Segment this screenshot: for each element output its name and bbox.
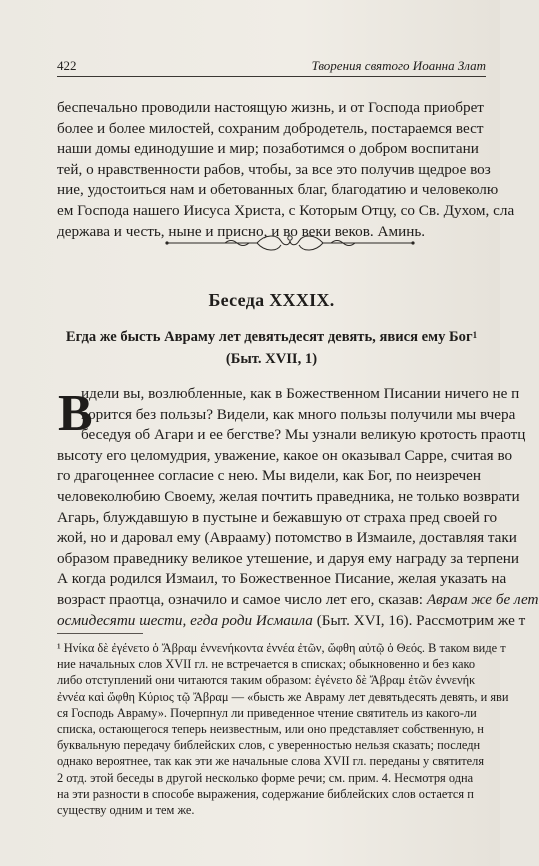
- text-line: Агарь, блуждавшую в пустыне и бежавшую от страха пред своей го: [57, 508, 498, 526]
- footnote-line: на эти разности в способе выражения, содержание библейских слов остается п: [57, 786, 474, 801]
- italic-quote: осмидесяти шести, егда роди Исмаила: [57, 611, 313, 629]
- text-line: человеколюбию Своему, желая почтить праведника, не только возврати: [57, 487, 520, 505]
- footnote-line: ¹ Ηνίκα δὲ ἐγένετο ὁ Ἄβραμ ἐννενήκοντα ἐννέα ἐτῶν, ὤφθη αὐτῷ ὁ Θεός. В таком виде т: [57, 641, 506, 655]
- footnote-rule: [57, 633, 143, 634]
- footnote-line: существу одним и тем же.: [57, 803, 195, 818]
- footnote-line: либо отступлений они читаются таким образом: ἐγένετο δὲ Ἄβραμ ἐτῶν ἐννενήκ: [57, 673, 476, 688]
- text-line: беседуя об Агари и ее бегстве? Мы узнали великую кротость праотц: [81, 426, 526, 444]
- page-header: [57, 54, 486, 77]
- closing-paragraph: [57, 98, 515, 242]
- text-line: более и более милостей, сохраним добродетель, постараемся вест: [57, 119, 484, 137]
- text-run: возраст праотца, означило и самое число лет его, сказав:: [57, 590, 427, 608]
- footnote-line: буквальную передачу библейских слов, с уверенностью нельзя сказать; последн: [57, 738, 481, 753]
- text-line: [57, 611, 526, 632]
- text-line: го драгоценнее согласие с нею. Мы видели, как Бог, по неизречен: [57, 467, 482, 485]
- dropcap-letter: В: [58, 385, 93, 442]
- epigraph-reference: (Быт. XVII, 1): [225, 351, 318, 367]
- text-run: (Быт. XVI, 16). Рассмотрим же т: [312, 611, 526, 629]
- footnote-line: 2 отд. этой беседы в другой несколько форме речи; см. прим. 4. Несмотря одна: [57, 770, 474, 785]
- footnote-marker: 1: [472, 330, 478, 340]
- text-line: беспечально проводили настоящую жизнь, и от Господа приобрет: [57, 99, 484, 116]
- footnote-line: ἐννέα καὶ ὤφθη Κύριος τῷ Ἄβραμ — «бысть же Авраму лет девятьдесять девять, и яви: [57, 689, 509, 704]
- text-line: ворится без пользы? Видели, как много пользы получили мы вчера: [81, 405, 516, 423]
- text-line: наши домы единодушие и мир; позаботимся о добром воспитани: [57, 140, 479, 158]
- text-line: ние, удостоиться нам и обетованных благ, благодатию и человеколю: [57, 181, 499, 199]
- footnote-line: списка, остающегося теперь неизвестным, или оно представляет собственную, н: [57, 722, 484, 737]
- italic-quote: Аврам же бе лет: [426, 590, 539, 608]
- ornament-divider: [165, 232, 415, 254]
- footnotes: [57, 640, 509, 818]
- footnote-line: однако вероятнее, так как эти же начальные слова XVII гл. переданы у святителя: [57, 754, 485, 769]
- text-line: образом праведнику великое утешение, и даруя ему награду за терпени: [57, 549, 520, 567]
- footnote-line: ся Господь Авраму». Почерпнул ли приведенное чтение святитель из какого-ли: [57, 705, 477, 720]
- sermon-title: Беседа XXXIX.: [208, 290, 335, 310]
- text-line: держава и честь, ныне и присно, и во веки веков. Аминь.: [57, 222, 426, 240]
- text-line: тей, о нравственности рабов, чтобы, за все это получив щедрое воз: [57, 160, 491, 178]
- epigraph-text: Егда же бысть Авраму лет девятьдесят девять, явися ему Бог: [65, 329, 473, 345]
- sermon-epigraph: [57, 326, 486, 370]
- page-number: 422: [57, 58, 77, 73]
- text-line: высоту его целомудрия, уважение, какое он оказывал Сарре, считая во: [57, 446, 513, 464]
- text-line: ем Господа нашего Иисуса Христа, с Которым Отцу, со Св. Духом, сла: [57, 201, 515, 219]
- text-line: [57, 590, 539, 611]
- running-title: Творения святого Иоанна Злат: [311, 58, 486, 73]
- sermon-body: [57, 384, 539, 631]
- text-line: А когда родился Измаил, то Божественное Писание, желая указать на: [57, 570, 507, 588]
- footnote-line: ние начальных слов XVII гл. не встречается в списках; обыкновенно и без како: [57, 657, 476, 672]
- text-line: жой, но и даровал ему (Аврааму) потомство в Измаиле, доставляя таки: [57, 529, 517, 547]
- text-line: идели вы, возлюбленные, как в Божественном Писании ничего не п: [81, 385, 520, 402]
